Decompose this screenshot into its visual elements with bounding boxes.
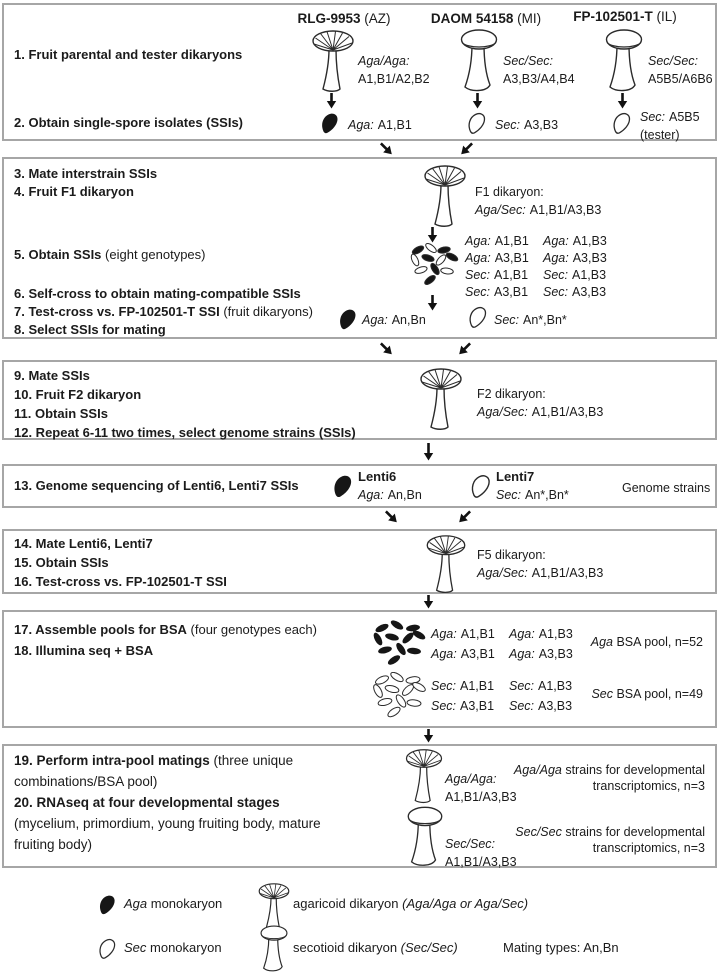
step-6-label: 6. Self-cross to obtain mating-compatible SSIs (14, 286, 301, 301)
lenti6-label: Lenti6 Aga: An,Bn (358, 469, 422, 502)
box-steps-3-8 (2, 157, 717, 339)
genotype-row: Sec: A1,B1 Sec: A1,B3 (431, 679, 573, 693)
agaricoid-mushroom-icon (422, 164, 468, 228)
step-5-label: 5. Obtain SSIs (eight genotypes) (14, 247, 206, 262)
legend-sec-monokaryon: Sec monokaryon (124, 940, 222, 955)
selected-sec-genotype: Sec: An*,Bn* (494, 313, 567, 327)
step-18-label: 18. Illumina seq + BSA (14, 643, 154, 658)
step-8-label: 8. Select SSIs for mating (14, 322, 166, 337)
step-15-label: 15. Obtain SSIs (14, 555, 109, 570)
genome-strains-note: Genome strains (622, 481, 711, 495)
step-20-label: 20. RNAseq at four developmental stages (mycelium, primordium, young fruiting body, mature fruiting body) (14, 795, 321, 852)
step-4-label: 4. Fruit F1 dikaryon (14, 184, 134, 199)
sec-sec-cross-label: Sec/Sec: A1,B1/A3,B3 (445, 837, 517, 869)
down-arrow-icon (423, 595, 434, 609)
down-arrow-icon (423, 729, 434, 743)
step-1-label: 1. Fruit parental and tester dikaryons (14, 47, 243, 62)
aga-spore-icon (338, 307, 358, 331)
sec-spore-icon (612, 111, 632, 135)
down-arrow-icon (427, 227, 438, 243)
converge-arrow-icon (455, 339, 474, 358)
box-steps-1-2 (2, 3, 717, 141)
step-13-label: 13. Genome sequencing of Lenti6, Lenti7 SSIs (14, 478, 299, 493)
aga-pool-genotypes (431, 624, 587, 664)
aga-aga-cross-label: Aga/Aga: A1,B1/A3,B3 (445, 772, 517, 804)
legend-agaricoid-dikaryon: agaricoid dikaryon (Aga/Aga or Aga/Sec) (293, 896, 529, 911)
aga-bsa-pool-note: Aga BSA pool, n=52 (590, 635, 703, 649)
f2-dikaryon-label: F2 dikaryon: Aga/Sec: A1,B1/A3,B3 (477, 387, 604, 419)
aga-spore-icon (320, 111, 340, 135)
selected-aga-genotype: Aga: An,Bn (362, 313, 426, 327)
step-12-label: 12. Repeat 6-11 two times, select genome strains (SSIs) (14, 425, 356, 440)
down-arrow-icon (326, 93, 337, 109)
step-17-label: 17. Assemble pools for BSA (four genotypes each) (14, 622, 317, 637)
mixed-spore-cluster-icon (406, 243, 460, 289)
strain-header-daom: DAOM 54158 (MI) (430, 11, 542, 26)
ssi-genotype-tester: Sec: A5B5 (tester) (640, 110, 700, 142)
legend-secotioid-dikaryon: secotioid dikaryon (Sec/Sec) (293, 940, 458, 955)
f1-dikaryon-label: F1 dikaryon: Aga/Sec: A1,B1/A3,B3 (475, 185, 602, 217)
dikaryon-genotype-fp: Sec/Sec: A5B5/A6B6 (648, 54, 713, 86)
genotype-row: Aga: A3,B1 Aga: A3,B3 (431, 647, 573, 661)
strain-header-fp: FP-102501-T (IL) (573, 9, 677, 24)
genotype-row: Sec: A3,B1 Sec: A3,B3 (431, 699, 573, 713)
box-steps-14-16 (2, 529, 717, 594)
genotype-row: Aga: A3,B1 Aga: A3,B3 (465, 251, 607, 265)
step-7-label: 7. Test-cross vs. FP-102501-T SSI (fruit dikaryons) (14, 304, 313, 319)
aga-spore-icon (98, 893, 117, 916)
dikaryon-genotype-daom: Sec/Sec: A3,B3/A4,B4 (503, 54, 575, 86)
agaricoid-mushroom-icon (310, 29, 356, 93)
lenti7-label: Lenti7 Sec: An*,Bn* (496, 469, 569, 502)
genotype-row: Sec: A1,B1 Sec: A1,B3 (465, 268, 607, 282)
converge-arrow-icon (382, 507, 401, 526)
genotype-row: Aga: A1,B1 Aga: A1,B3 (465, 234, 607, 248)
down-arrow-icon (427, 295, 438, 311)
step-19-label: 19. Perform intra-pool matings (three unique combinations/BSA pool) (14, 753, 294, 789)
f1-ssi-genotypes (465, 233, 621, 301)
step-9-label: 9. Mate SSIs (14, 368, 90, 383)
agaricoid-mushroom-icon (257, 882, 291, 930)
legend-aga-monokaryon: Aga monokaryon (124, 896, 223, 911)
down-arrow-icon (423, 443, 434, 461)
box-steps-9-12 (2, 360, 717, 440)
step-10-label: 10. Fruit F2 dikaryon (14, 387, 142, 402)
converge-arrow-icon (377, 339, 396, 358)
converge-arrow-icon (457, 139, 476, 158)
converge-arrow-icon (455, 507, 474, 526)
box-steps-17-18 (2, 610, 717, 728)
f5-dikaryon-label: F5 dikaryon: Aga/Sec: A1,B1/A3,B3 (477, 548, 604, 580)
genotype-row: Aga: A1,B1 Aga: A1,B3 (431, 627, 573, 641)
box-steps-19-20 (2, 744, 717, 868)
sec-pool-genotypes (431, 676, 587, 716)
secotioid-mushroom-icon (257, 925, 291, 973)
converge-arrow-icon (377, 139, 396, 158)
down-arrow-icon (617, 93, 628, 109)
secotioid-mushroom-icon (456, 29, 502, 93)
aga-spore-icon (332, 473, 354, 499)
sec-transcriptomics-note: Sec/Sec strains for developmental transcriptomics, n=3 (515, 825, 705, 855)
step-2-label: 2. Obtain single-spore isolates (SSIs) (14, 115, 244, 130)
secotioid-mushroom-icon (403, 806, 447, 868)
ssi-genotype-rlg: Aga: A1,B1 (348, 118, 412, 132)
aga-spore-cluster-icon (368, 620, 426, 668)
box-step-13 (2, 464, 717, 508)
step-14-label: 14. Mate Lenti6, Lenti7 (14, 536, 153, 551)
genotype-row: Sec: A3,B1 Sec: A3,B3 (465, 285, 607, 299)
ssi-genotype-daom: Sec: A3,B3 (495, 118, 559, 132)
sec-bsa-pool-note: Sec BSA pool, n=49 (591, 687, 703, 701)
step-3-label: 3. Mate interstrain SSIs (14, 166, 158, 181)
secotioid-mushroom-icon (601, 29, 647, 93)
sec-spore-icon (470, 473, 492, 499)
step-11-label: 11. Obtain SSIs (14, 406, 108, 421)
agaricoid-mushroom-icon (424, 534, 468, 594)
agaricoid-mushroom-icon (403, 748, 445, 804)
sec-spore-icon (468, 305, 488, 329)
dikaryon-genotype-rlg: Aga/Aga: A1,B1/A2,B2 (358, 54, 430, 86)
down-arrow-icon (472, 93, 483, 109)
step-16-label: 16. Test-cross vs. FP-102501-T SSI (14, 574, 227, 589)
sec-spore-icon (98, 937, 117, 960)
aga-transcriptomics-note: Aga/Aga strains for developmental transcriptomics, n=3 (513, 763, 705, 793)
agaricoid-mushroom-icon (418, 366, 464, 432)
sec-spore-icon (467, 111, 487, 135)
legend-mating-types: Mating types: An,Bn (503, 940, 619, 955)
strain-header-rlg: RLG-9953 (AZ) (297, 11, 391, 26)
sec-spore-cluster-icon (368, 672, 426, 720)
